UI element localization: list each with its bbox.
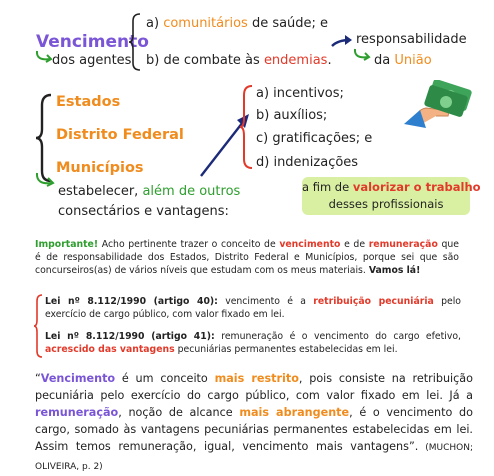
- estados-label: Estados: [56, 94, 121, 110]
- importante-paragraph: Importante! Acho pertinente trazer o conceito de vencimento e de remuneração que é de responsabilidade dos Estados, Distrito Federal e Municípios, porque sei que são concurseiros(as) de vários níveis que estudam com os meus materiais. Vamos lá!: [35, 239, 459, 276]
- consectarios-text: consectários e vantagens:: [58, 204, 229, 219]
- quote-paragraph: “Vencimento é um conceito mais restrito, pois consiste na retribuição pecuniária pelo exercício do cargo público, com valor fixado em lei. Já a remuneração, noção de alcance mais abrangente, é o vencimento do cargo, somado às vantagens pecuniárias permanentes estabelecidas em lei. Assim temos remuneração, igual, vencimento mais vantagens”. (MUCHON; OLIVEIRA, p. 2): [35, 372, 473, 472]
- item-b-top: b) de combate às endemias.: [146, 53, 332, 68]
- df-label: Distrito Federal: [56, 127, 184, 143]
- curved-arrow-icon-2: [352, 48, 372, 62]
- responsabilidade-text: responsabilidade: [356, 32, 467, 47]
- estabelecer-text: estabelecer, além de outros: [58, 184, 241, 199]
- valorizar-box: [302, 177, 481, 215]
- da-uniao-text: da União: [374, 53, 432, 68]
- brace-law: [33, 294, 43, 358]
- curved-arrow-icon: [34, 50, 54, 64]
- item-a-top: a) comunitários de saúde; e: [146, 16, 329, 31]
- valorizar-line2: desses profissionais: [328, 197, 444, 211]
- list-item-d: d) indenizações: [256, 155, 359, 170]
- law-article-41: Lei nº 8.112/1990 (artigo 41): remuneração é o vencimento do cargo efetivo, acrescido das vantagens pecuniárias permanentes estabelecidas em lei.: [45, 331, 461, 355]
- vencimento-heading: Vencimento: [36, 32, 149, 52]
- curved-arrow-icon-3: [34, 172, 56, 188]
- brace-list: [238, 84, 254, 170]
- brace-left: [34, 93, 54, 183]
- brace-top: [128, 13, 142, 71]
- list-item-b: b) auxílios;: [256, 108, 328, 123]
- municipios-label: Municípios: [56, 160, 144, 176]
- law-article-40: Lei nº 8.112/1990 (artigo 40): vencimento é a retribuição pecuniária pelo exercício de cargo público, com valor fixado em lei.: [45, 296, 461, 320]
- list-item-c: c) gratificações; e: [256, 131, 373, 146]
- valorizar-line1: a fim de valorizar o trabalho: [302, 180, 481, 194]
- dos-agentes-text: dos agentes: [52, 53, 132, 68]
- list-item-a: a) incentivos;: [256, 86, 344, 101]
- money-hand-icon: [400, 80, 480, 130]
